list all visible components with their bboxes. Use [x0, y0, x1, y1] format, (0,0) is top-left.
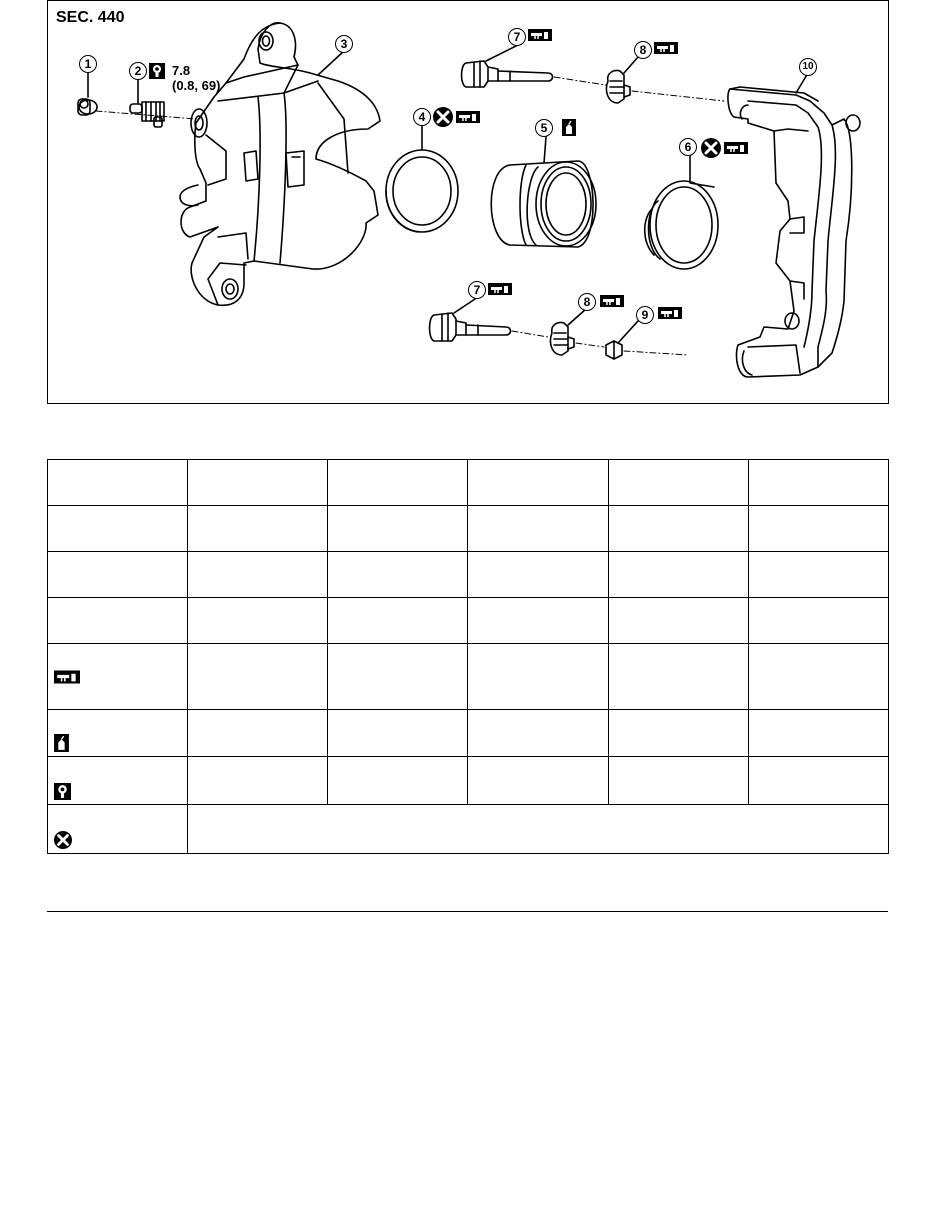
bottom-divider	[47, 911, 888, 912]
torque-wrench-icon	[149, 63, 165, 79]
table-cell	[48, 460, 188, 506]
table-cell	[468, 552, 609, 598]
fluid-icon	[54, 734, 69, 752]
table-cell	[328, 757, 468, 805]
table-row-do-not-reuse	[48, 805, 889, 854]
section-label: SEC. 440	[56, 9, 125, 26]
grease-icon	[456, 111, 480, 123]
diagram-symbols	[149, 29, 748, 319]
table-cell	[609, 710, 749, 757]
callout-1: 1	[79, 55, 97, 73]
legend-table	[47, 459, 889, 854]
table-cell	[468, 710, 609, 757]
callout-3: 3	[335, 35, 353, 53]
torque-wrench-icon	[54, 783, 71, 800]
slide-pin-lower-part	[430, 313, 511, 341]
table-cell	[48, 805, 188, 854]
torque-spec	[172, 63, 220, 93]
table-cell	[48, 598, 188, 644]
exploded-view-diagram	[47, 0, 889, 404]
callout-8-upper: 8	[634, 41, 652, 59]
table-row-torque	[48, 757, 889, 805]
table-cell	[609, 644, 749, 710]
table-cell	[328, 552, 468, 598]
fluid-icon	[562, 119, 576, 136]
table-cell	[749, 598, 889, 644]
table-cell	[749, 710, 889, 757]
grease-icon	[654, 42, 678, 54]
table-cell	[609, 460, 749, 506]
table-cell	[48, 552, 188, 598]
callout-9: 9	[636, 306, 654, 324]
table-cell	[328, 460, 468, 506]
callout-8-lower: 8	[578, 293, 596, 311]
grease-icon	[724, 142, 748, 154]
table-cell	[48, 506, 188, 552]
table-cell	[468, 460, 609, 506]
table-cell	[328, 506, 468, 552]
table-cell	[328, 644, 468, 710]
table-row	[48, 598, 889, 644]
callout-4: 4	[413, 108, 431, 126]
do-not-reuse-icon	[433, 107, 453, 127]
table-cell	[188, 710, 328, 757]
table-cell	[468, 757, 609, 805]
table-cell	[188, 460, 328, 506]
table-cell	[609, 552, 749, 598]
table-row	[48, 506, 889, 552]
slide-pin-upper-part	[462, 61, 553, 87]
table-row	[48, 552, 889, 598]
grease-icon	[488, 283, 512, 295]
table-cell	[749, 460, 889, 506]
grease-icon	[528, 29, 552, 41]
table-cell	[609, 598, 749, 644]
table-cell	[48, 644, 188, 710]
table-cell	[609, 757, 749, 805]
callout-7-upper: 7	[508, 28, 526, 46]
table-row-fluid	[48, 710, 889, 757]
pin-boot-lower-part	[550, 322, 574, 355]
table-cell	[749, 506, 889, 552]
do-not-reuse-icon	[701, 138, 721, 158]
torque-value: 7.8	[172, 63, 191, 78]
callout-7-lower: 7	[468, 281, 486, 299]
callout-2: 2	[129, 62, 147, 80]
table-cell	[609, 506, 749, 552]
table-cell	[188, 506, 328, 552]
piston-part	[491, 161, 596, 247]
torque-secondary: (0.8, 69)	[172, 78, 221, 93]
caliper-drawing	[48, 1, 890, 405]
table-cell	[468, 598, 609, 644]
table-cell	[468, 644, 609, 710]
callout-10: 10	[799, 58, 817, 76]
table-cell	[48, 710, 188, 757]
callout-6: 6	[679, 138, 697, 156]
table-cell	[188, 552, 328, 598]
grease-icon	[658, 307, 682, 319]
piston-seal-part	[386, 150, 458, 232]
piston-boot-part	[645, 181, 718, 269]
table-cell	[188, 598, 328, 644]
table-cell	[188, 805, 889, 854]
grease-icon	[54, 670, 80, 684]
callout-5: 5	[535, 119, 553, 137]
bleeder-cap-part	[78, 99, 97, 115]
bushing-part	[606, 341, 622, 359]
table-cell	[188, 757, 328, 805]
table-cell	[749, 644, 889, 710]
table-cell	[749, 757, 889, 805]
torque-member-part	[728, 87, 860, 377]
table-cell	[328, 710, 468, 757]
table-cell	[188, 644, 328, 710]
table-cell	[328, 598, 468, 644]
table-row	[48, 460, 889, 506]
do-not-reuse-icon	[54, 831, 72, 849]
pin-boot-upper-part	[606, 70, 630, 103]
table-cell	[468, 506, 609, 552]
grease-icon	[600, 295, 624, 307]
table-cell	[749, 552, 889, 598]
table-row-grease	[48, 644, 889, 710]
table-cell	[48, 757, 188, 805]
